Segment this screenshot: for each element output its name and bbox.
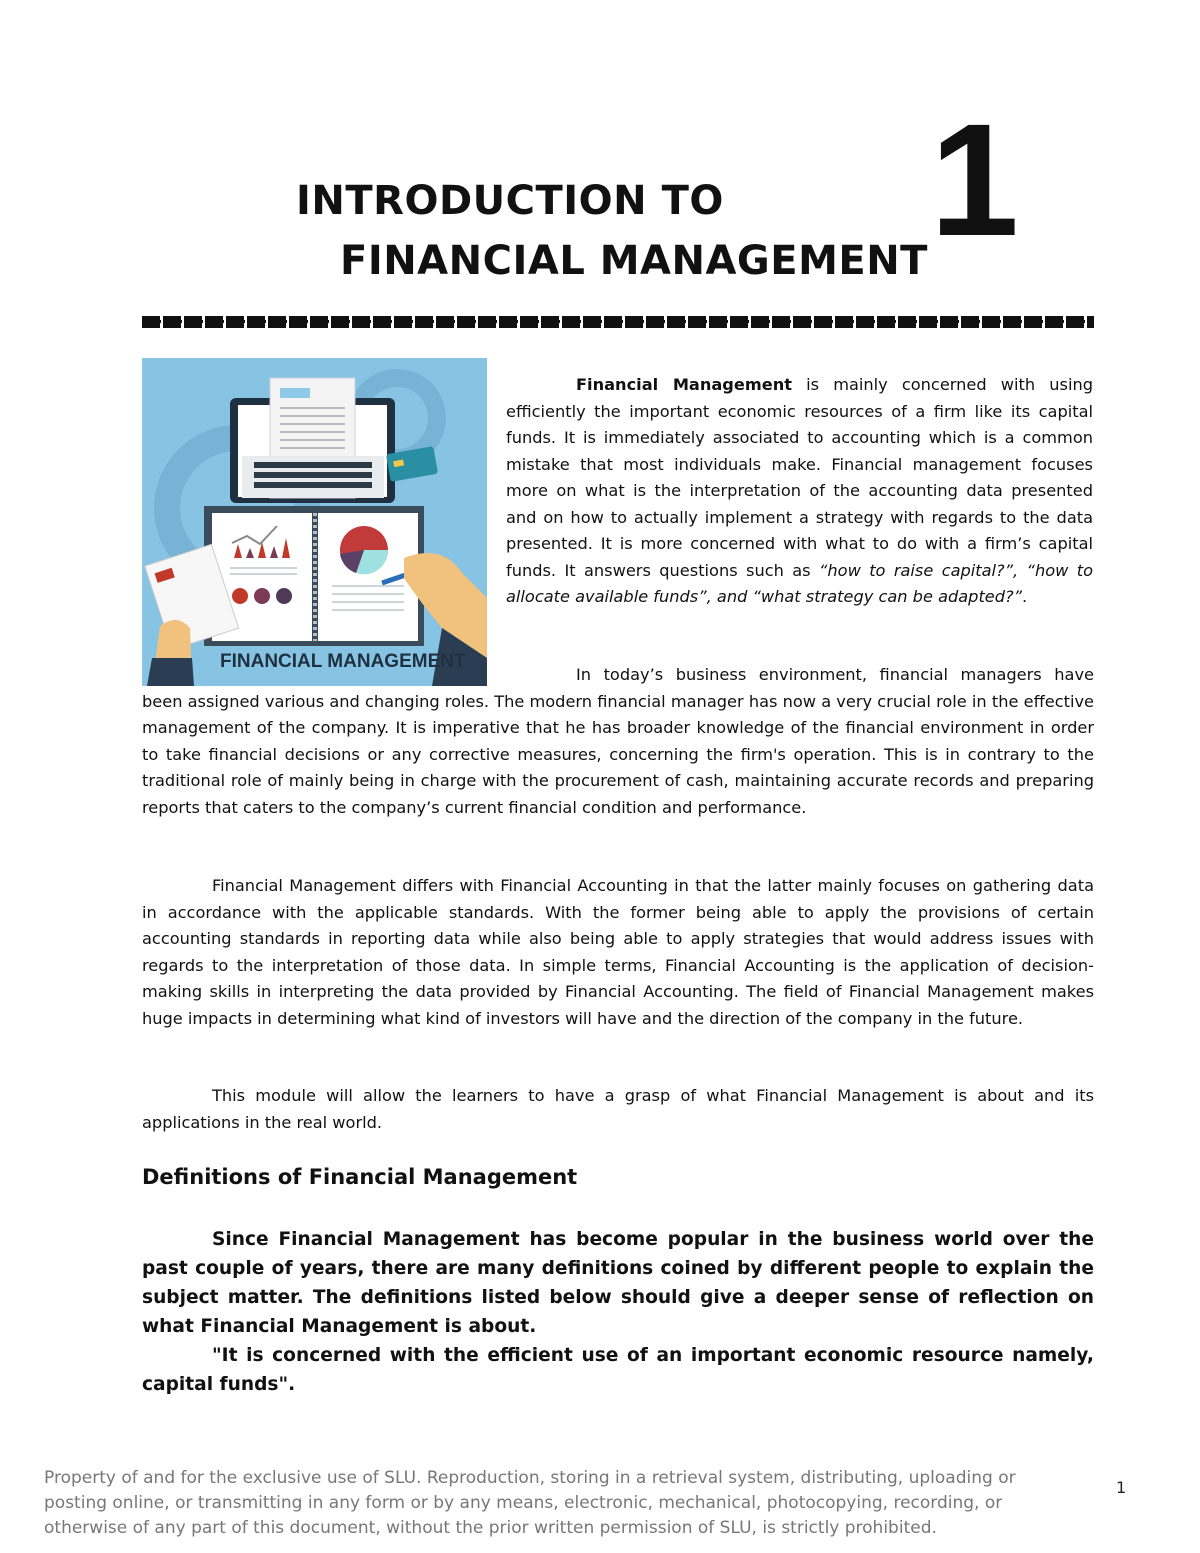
intro-questions: “how to raise capital?”, “how to allocate available funds”, and “what strategy can be adapted?” — [506, 560, 1093, 606]
chapter-title-line-1: INTRODUCTION TO — [296, 178, 724, 224]
page-number: 1 — [1116, 1478, 1127, 1497]
dashed-divider — [142, 316, 1094, 328]
definitions-intro-paragraph — [142, 1225, 1094, 1399]
section-heading: Definitions of Financial Management — [142, 1165, 578, 1189]
differences-paragraph-text: Financial Management differs with Financial Accounting in that the latter mainly focuses on gathering data in accordance with the applicable standards. With the former being able to apply the provisions of certain accounting standards in reporting data while also being able to apply strategies that would address issues with regards to the interpretation of those data. In simple terms, Financial Accounting is the application of decision-making skills in interpreting the data provided by Financial Accounting. The field of Financial Management makes huge impacts in determining what kind of investors will have and the direction of the company in the future. — [142, 876, 1094, 1028]
definition-quote: "It is concerned with the efficient use of an important economic resource namely, capital funds". — [142, 1345, 1094, 1395]
module-paragraph — [142, 1083, 1094, 1136]
chapter-title-line-2: FINANCIAL MANAGEMENT — [340, 238, 928, 284]
intro-paragraph — [506, 372, 1093, 611]
intro-end: . — [1022, 587, 1028, 606]
differences-paragraph — [142, 873, 1094, 1032]
copyright-notice: Property of and for the exclusive use of SLU. Reproduction, storing in a retrieval system, distributing, uploading or posting online, or transmitting in any form or by any means, electronic, mechanical, photocopying, recording, or otherwise of any part of this document, without the prior written permission of SLU, is strictly prohibited. — [44, 1468, 1016, 1538]
illustration-graphic — [142, 358, 487, 686]
illustration-caption: FINANCIAL MANAGEMENT — [220, 651, 466, 672]
chapter-number: 1 — [930, 90, 1019, 269]
intro-text: is mainly concerned with using efficiently the important economic resources of a firm like its capital funds. It is immediately associated to accounting which is a common mistake that most individuals make. Financial management focuses more on what is the interpretation of the accounting data presented and on how to actually implement a strategy with regards to the data presented. It is more concerned with what to do with a firm’s capital funds. It answers questions such as — [506, 375, 1093, 580]
module-paragraph-text: This module will allow the learners to have a grasp of what Financial Management is about and its applications in the real world. — [142, 1086, 1094, 1132]
definitions-intro-text: Since Financial Management has become popular in the business world over the past couple of years, there are many definitions coined by different people to explain the subject matter. The definitions listed below should give a deeper sense of reflection on what Financial Management is about. — [142, 1229, 1094, 1337]
financial-management-illustration — [142, 358, 487, 686]
intro-term: Financial Management — [576, 375, 792, 394]
roles-paragraph-text: In today’s business environment, financial managers have been assigned various and changing roles. The modern financial manager has now a very crucial role in the effective management of the company. It is imperative that he has broader knowledge of the financial environment in order to take financial decisions or any corrective measures, concerning the firm's operation. This is in contrary to the traditional role of mainly being in charge with the procurement of cash, maintaining accurate records and preparing reports that caters to the company’s current financial condition and performance. — [142, 665, 1094, 817]
roles-paragraph — [142, 662, 1094, 821]
